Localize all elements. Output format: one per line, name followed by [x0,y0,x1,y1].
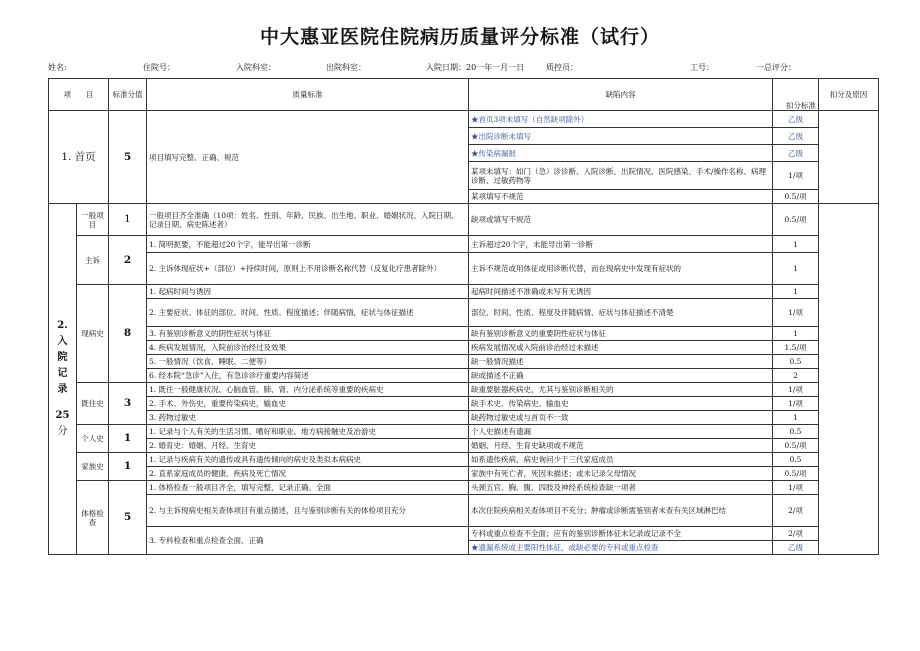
sub-personal: 个人史 [77,425,109,453]
table-row [49,527,879,541]
standard-cell: 6. 经本院“急诊”入住，有急诊诊疗重要内容简述 [147,369,469,383]
standard-cell: 2. 婚育史：婚姻、月经、生育史 [147,439,469,453]
defect-cell: 缺手术史、传染病史、输血史 [469,397,773,411]
table-row [49,204,879,236]
table-row [49,253,879,285]
table-row [49,383,879,397]
sub-personal-score: 1 [109,425,147,453]
deduct-cell: 1/项 [773,162,819,190]
meta-qc: 质控员： [546,63,578,72]
star-icon: ★ [471,131,479,141]
standard-cell: 1. 简明扼要，不能超过20个字，能导出第一诊断 [147,236,469,253]
table-row [49,481,879,495]
meta-discharge-dept: 出院科室： [326,63,366,72]
document-title: 中大惠亚医院住院病历质量评分标准（试行） [259,26,660,48]
table-row [49,425,879,439]
table-row [49,397,879,411]
deduct-cell: 乙级 [773,128,819,145]
defect-cell: 缺药物过敏史或与首页不一致 [469,411,773,425]
section-home-standard: 项目填写完整、正确、规范 [147,111,469,204]
table-row [49,369,879,383]
deduct-cell: 1/项 [773,481,819,495]
deduct-cell: 0.5 [773,453,819,467]
standard-cell: 2. 手术、外伤史，重要传染病史，输血史 [147,397,469,411]
scoring-table [48,78,879,555]
deduct-cell: 2 [773,369,819,383]
table-row [49,355,879,369]
table-row [49,453,879,467]
defect-cell: 起病时间描述不准确或未写有无诱因 [469,285,773,299]
table-row [49,236,879,253]
star-icon: ★ [471,148,479,158]
header-standard: 质量标准 [147,79,469,111]
star-icon: ★ [471,543,479,552]
standard-cell: 1. 记录与个人有关的生活习惯、嗜好和职业、地方病接触史及冶游史 [147,425,469,439]
table-row [49,411,879,425]
defect-cell: ★出院诊断未填写 [469,128,773,145]
defect-cell: 疾病发展情况或入院前诊治经过未描述 [469,341,773,355]
defect-cell: 如系遗传疾病，病史询问少于三代家庭成员 [469,453,773,467]
section-home-label: 1. 首页 [49,111,109,204]
header-std-score: 标准分值 [109,79,147,111]
defect-cell: 婚姻、月经、生育史缺项或不规范 [469,439,773,453]
header-deduct: 扣分标准 [773,79,819,111]
standard-cell: 1. 记录与疾病有关的遗传或具有遗传倾向的病史及类似本病病史 [147,453,469,467]
deduct-cell: 2/项 [773,527,819,541]
sub-family-score: 1 [109,453,147,481]
standard-cell: 2. 与主诉现病史相关查体项目有重点描述，且与鉴别诊断有关的体检项目充分 [147,495,469,527]
defect-cell: 缺有鉴别诊断意义的重要阴性症状与体征 [469,327,773,341]
standard-cell: 1. 既往一般健康状况、心脑血管、肺、肾、内分泌系统等重要的疾病史 [147,383,469,397]
deduct-cell: 0.5 [773,355,819,369]
defect-cell: 某项填写不规范 [469,190,773,204]
defect-cell: ★传染病漏报 [469,145,773,162]
deduct-cell: 1.5/项 [773,341,819,355]
deduct-cell: 1 [773,253,819,285]
section-home-score: 5 [109,111,147,204]
standard-cell: 2. 主诉体现症状+（部位）+持续时间，原则上不用诊断名称代替（反复化疗患者除外） [147,253,469,285]
table-row [49,327,879,341]
standard-cell: 3. 专科检查和重点检查全面、正确 [147,527,469,555]
meta-admit-dept: 入院科室： [236,63,276,72]
defect-cell: 缺重要脏器疾病史，尤其与鉴别诊断相关的 [469,383,773,397]
table-header-row [49,79,879,111]
sub-general-score: 1 [109,204,147,236]
table-row [49,341,879,355]
meta-work-no: 工号： [690,63,714,72]
deduct-cell: 1/项 [773,383,819,397]
deduct-cell: 0.5 [773,425,819,439]
standard-cell: 1. 起病时间与诱因 [147,285,469,299]
meta-admit-date: 入院日期：20一年一月一日 [426,63,525,72]
header-item: 项 目 [49,79,109,111]
standard-cell: 3. 有鉴别诊断意义的阴性症状与体征 [147,327,469,341]
deduct-cell: 0.5/项 [773,190,819,204]
standard-cell: 2. 主要症状、体征的部位、时间、性质、程度描述；伴随病情，症状与体征描述 [147,299,469,327]
meta-name: 姓名: [48,63,67,72]
sub-general: 一般项目 [77,204,109,236]
sub-complaint-score: 2 [109,236,147,285]
defect-cell: 主诉超过20个字，未能导出第一诊断 [469,236,773,253]
sub-past: 既往史 [77,383,109,425]
defect-cell: 缺一般情况描述 [469,355,773,369]
standard-cell: 一般项目齐全准确（10项：姓名、性别、年龄、民族、出生地、职业、婚姻状况、入院日期、记录日期、病史陈述者） [147,204,469,236]
deduct-cell: 1/项 [773,397,819,411]
sub-exam: 体格检查 [77,481,109,555]
defect-cell: 头颈五官、胸、腹、四肢及神经系统检查缺一项者 [469,481,773,495]
defect-cell: 家族中有死亡者，死因未描述；或未记录父母情况 [469,467,773,481]
header-reason: 扣分及原因 [819,79,879,111]
sub-exam-score: 5 [109,481,147,555]
sub-past-score: 3 [109,383,147,425]
sub-present: 现病史 [77,285,109,383]
deduct-cell: 0.5/项 [773,204,819,236]
standard-cell: 4. 疾病发展情况，入院前诊治经过及效果 [147,341,469,355]
table-row [49,285,879,299]
defect-cell: 专科或重点检查不全面；应有的鉴别诊断体征未记录或记录不全 [469,527,773,541]
deduct-cell: 1 [773,236,819,253]
defect-cell: 个人史描述有遗漏 [469,425,773,439]
sub-family: 家族史 [77,453,109,481]
standard-cell: 3. 药物过敏史 [147,411,469,425]
star-icon: ★ [471,114,479,124]
meta-fields-row [48,62,878,74]
deduct-cell: 1 [773,411,819,425]
standard-cell: 1. 体格检查一般项目齐全，填写完整，记录正确、全面 [147,481,469,495]
defect-cell: 部位、时间、性质、程度及伴随病情、症状与体征描述不清楚 [469,299,773,327]
sub-present-score: 8 [109,285,147,383]
deduct-cell: 2/项 [773,495,819,527]
defect-cell: 某项未填写：如门（急）诊诊断、入院诊断、出院情况、医院感染、手术/操作名称、病理诊断、过敏药物等 [469,162,773,190]
reason-cell [819,204,879,555]
table-row [49,299,879,327]
defect-cell: 本次住院疾病相关查体项目不充分；肿瘤或诊断需鉴别者未查有关区域淋巴结 [469,495,773,527]
deduct-cell: 1 [773,285,819,299]
deduct-cell: 1/项 [773,299,819,327]
standard-cell: 5. 一般情况（饮食、睡眠、二便等） [147,355,469,369]
table-row [49,467,879,481]
defect-cell: 缺或描述不正确 [469,369,773,383]
sub-complaint: 主诉 [77,236,109,285]
reason-cell [819,111,879,204]
table-row [49,111,879,128]
defect-cell: 主诉不规范或用体征或用诊断代替，而在现病史中发现有症状的 [469,253,773,285]
defect-cell: ★首页3项未填写（自然缺项除外） [469,111,773,128]
deduct-cell: 0.5/项 [773,439,819,453]
header-defect: 缺陷内容 [469,79,773,111]
standard-cell: 2. 直系家庭成员的健康、疾病及死亡情况 [147,467,469,481]
deduct-cell: 乙级 [773,145,819,162]
deduct-cell: 乙级 [773,541,819,555]
defect-cell: ★遗漏系统或主要阳性体征，或缺必要的专科或重点检查 [469,541,773,555]
defect-cell: 缺项或填写不规范 [469,204,773,236]
table-row [49,495,879,527]
section-admission-label: 2. 入 院 记 录 25 分 [49,204,77,555]
meta-total: 一总评分： [756,63,796,72]
deduct-cell: 1 [773,327,819,341]
table-row [49,439,879,453]
deduct-cell: 乙级 [773,111,819,128]
meta-inpatient-no: 住院号： [143,63,175,72]
deduct-cell: 0.5/项 [773,467,819,481]
